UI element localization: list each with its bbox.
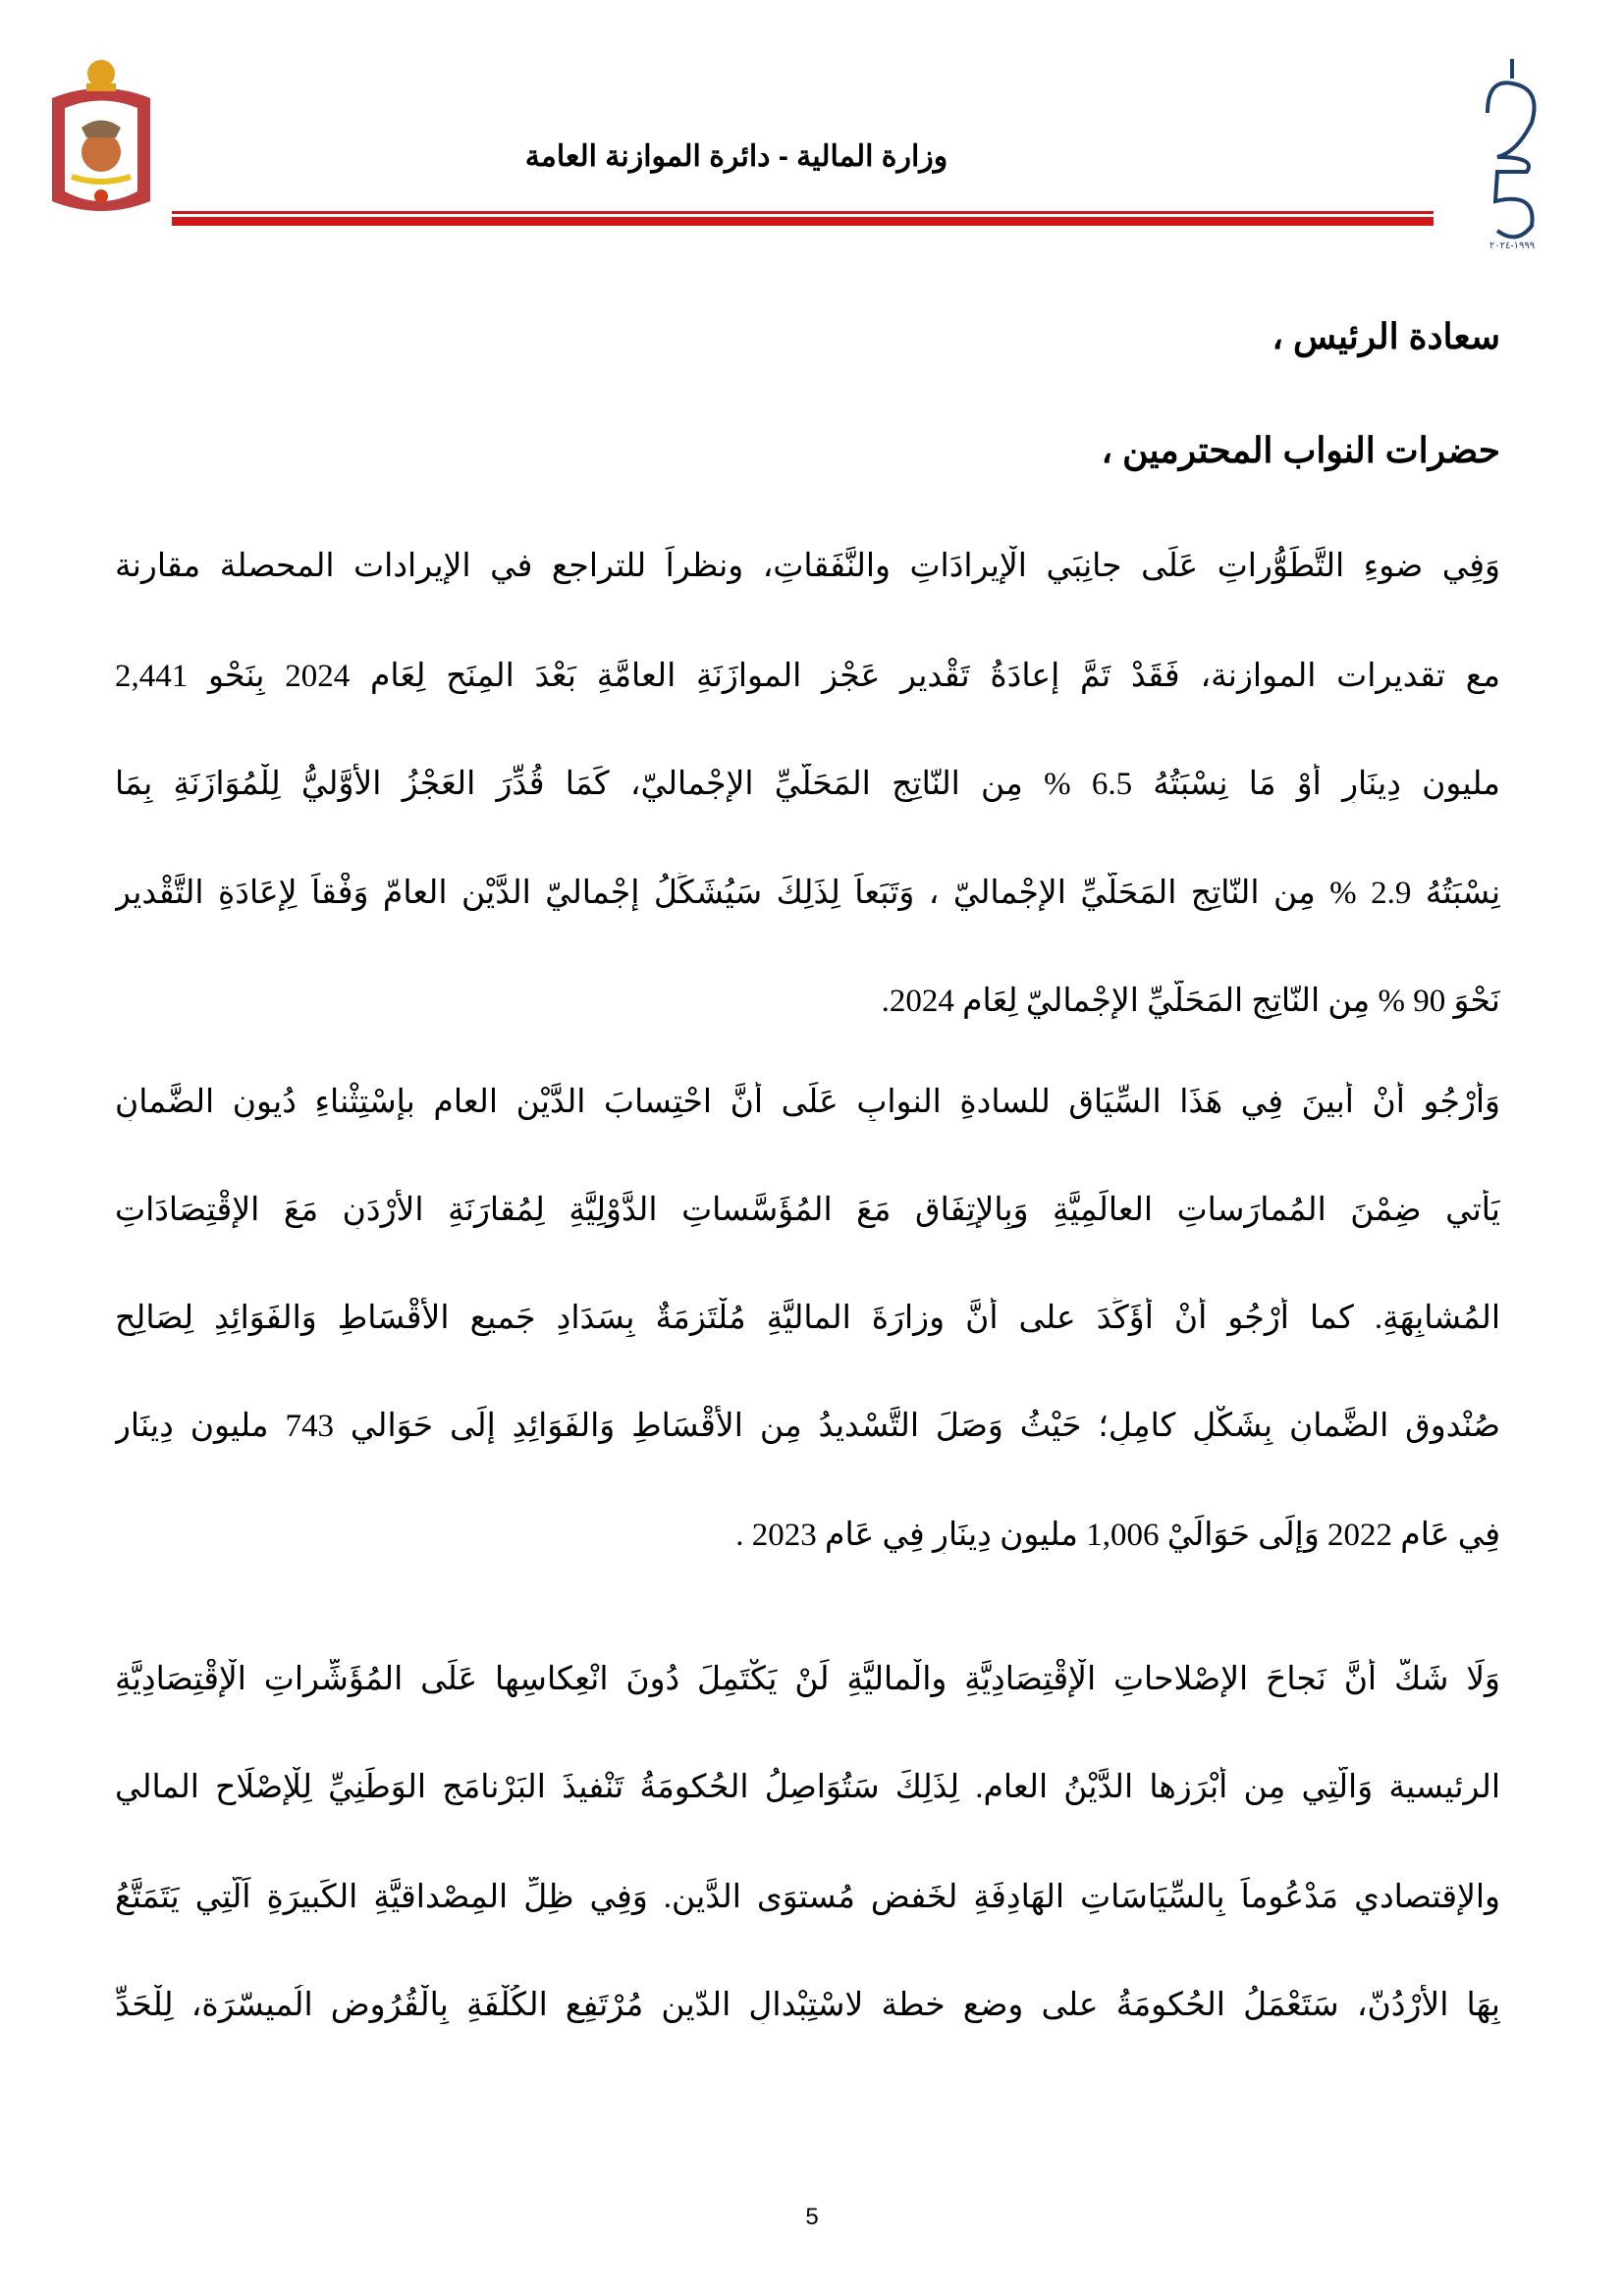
page-number: 5 <box>805 2204 819 2230</box>
text-line: مليون دِينَارٍ أَوْ مَا نِسْبَتُهُ 6.5 % مِن النّاتِجِ المَحَلّيِّ الإجْماليّ، كَمَا قُدِّرَ العَجْزُ الأَوَّليُّ لِلْمُوَازَنَةِ بِمَا <box>115 767 1500 802</box>
text-line: نَحْوَ 90 % مِن النّاتِجِ المَحَلّيِّ الإجْماليّ لِعَامِ 2024. <box>881 984 1500 1019</box>
salutation-speaker: سعادة الرئيس ، <box>1272 316 1500 356</box>
text-line: صُنْدوقِ الضَّمانِ بِشَكْلٍ كامِلٍ؛ حَيْثُ وَصَلَ التَّسْديدُ مِن الأَقْسَاطِ وَالفَوَائِدِ إِلَى حَوَالي 743 مليون دِينَار <box>115 1409 1500 1444</box>
logo-years-text: ١٩٩٩-٢٠٢٤ <box>1489 240 1536 250</box>
text-line: وَفِي ضوءِ التَّطَوُّراتِ عَلَى جانِبَي الْإيرادَاتِ والنَّفَقاتِ، ونظراً للتراجع في الإيرادات المحصلة مقارنة <box>115 549 1500 584</box>
header-divider <box>172 208 1434 228</box>
text-line: وَأَرْجُو أَنْ أبينَ فِي هَذَا السِّيَاقِ للسادةِ النوابِ عَلَى أَنَّ احْتِسابَ الدَّيْنِ العام بإسْتِثْناءِ دُيونِ الضَّمانِ <box>115 1085 1500 1120</box>
text-line: مع تقديرات الموازنة، فَقَدْ تَمَّ إعادَةُ تَقْديرِ عَجْزِ الموازَنَةِ العامَّةِ بَعْدَ المِنَحِ لِعَامِ 2024 بِنَحْوِ 2,441 <box>115 659 1500 694</box>
text-line: والإقتصادي مَدْعُوماً بِالسِّيَاسَاتِ الهَادِفَةِ لخَفضِ مُستوَى الدَّين. وَفِي ظِلِّ المِصْداقيَّةِ الكَبيرَةِ اَلَّتِي يَتَمَتَّعُ <box>115 1880 1500 1915</box>
silver-jubilee-25-logo <box>1458 54 1566 250</box>
salutation-deputies: حضرات النواب المحترمين ، <box>1101 430 1500 470</box>
text-line: يَأْتي ضِمْنَ المُمارَساتِ العالَمِيَّةِ وَبِالإتِفَاقِ مَعَ المُؤَسَّساتِ الدَّوْلِيَّةِ لِمُقارَنَةِ الأرْدَنِ مَعَ الإقْتِصَادَاتِ <box>115 1193 1500 1228</box>
jordan-coat-of-arms-logo <box>47 54 155 221</box>
text-line: المُشابِهَةِ. كما أَرْجُو أَنْ أُؤَكِّدَ على أَنَّ وزارَةَ الماليَّةِ مُلْتَزِمَةٌ بِسَدَادِ جَميعِ الأَقْسَاطِ وَالفَوَائِدِ لِصَالِحِ <box>115 1301 1500 1336</box>
ministry-header-title: وزارة المالية - دائرة الموازنة العامة <box>524 140 948 173</box>
text-line: الرئيسية وَالَّتِي مِن أَبْرَزِها الدَّيْنُ العام. لِذَلِكَ سَتُوَاصِلُ الحُكومَةُ تَنْفيذَ البَرْنامَجِ الوَطَنِيِّ لِلْإصْلَاحِ المالي <box>115 1770 1500 1805</box>
text-line: وَلَا شَكَّ أَنَّ نَجاحَ الإصْلاحاتِ الْإقْتِصَادِيَّةِ والْماليَّةِ لَنْ يَكْتَمِلَ دُونَ انْعِكاسِها عَلَى المُؤَشِّراتِ الْإقْتِصَادِيَّةِ <box>115 1662 1500 1697</box>
text-line: نِسْبَتُهُ 2.9 % مِن النّاتِجِ المَحَلّيِّ الإجْماليّ ، وَتَبَعاً لِذَلِكَ سَيُشَكِّلُ إجْماليّ الدَّيْنِ العامّ وَفْقاً لِإعَادَةِ التَّقْدير <box>115 876 1500 911</box>
text-line: بِهَا الأُرْدُنّ، سَتَعْمَلُ الحُكومَةُ على وضع خطة لاسْتِبْدالِ الدّينِ مُرْتَفِعِ الكُلْفَةِ بِالْقُرُوضِ الُميسّرَة، لِلْحَدِّ <box>115 1988 1500 2023</box>
text-line: فِي عَامِ 2022 وَإِلَى حَوَالَيْ 1,006 مليون دِينَارٍ فِي عَامِ 2023 . <box>735 1518 1500 1553</box>
